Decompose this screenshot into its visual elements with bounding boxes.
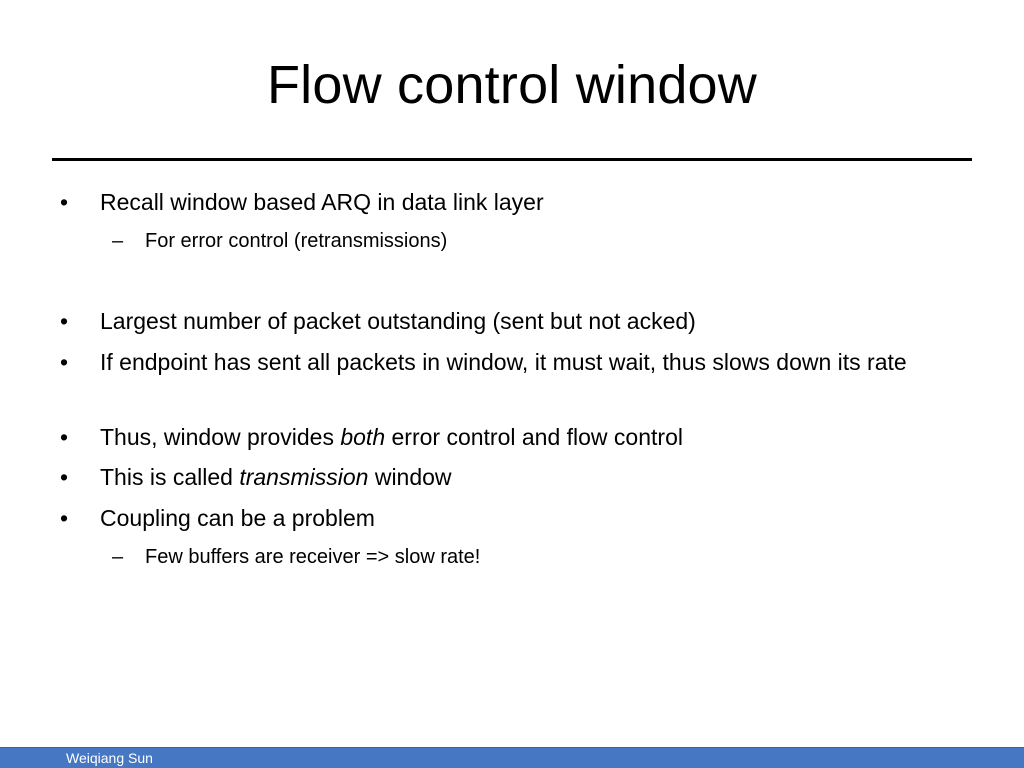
- bullet-marker: •: [60, 464, 69, 490]
- bullet-text: If endpoint has sent all packets in window, it must wait, thus slows down its rate: [100, 349, 907, 375]
- bullet-text: Coupling can be a problem: [100, 505, 375, 531]
- sub-bullet-text: Few buffers are receiver => slow rate!: [145, 546, 481, 568]
- text-after-emphasis: error control and flow control: [385, 424, 683, 450]
- text-after-emphasis: window: [368, 464, 452, 490]
- bullet-marker: •: [60, 349, 69, 375]
- sub-bullet-item: [112, 542, 952, 572]
- bullet-text: Recall window based ARQ in data link layer: [100, 189, 544, 215]
- bullet-item: [60, 461, 960, 494]
- bullet-item: [60, 305, 960, 338]
- text-before-emphasis: Thus, window provides: [100, 424, 341, 450]
- sub-bullet-item: [112, 226, 952, 256]
- emphasis-text: transmission: [239, 464, 369, 490]
- footer-bar: [0, 747, 1024, 768]
- bullet-marker: •: [60, 189, 69, 215]
- bullet-text: Largest number of packet outstanding (sent but not acked): [100, 308, 696, 334]
- sub-bullet-marker: –: [112, 230, 124, 252]
- sub-bullet-text: For error control (retransmissions): [145, 230, 448, 252]
- bullet-item: [60, 502, 960, 535]
- bullet-item: [60, 186, 960, 219]
- bullet-text: [100, 421, 960, 454]
- bullet-item: [60, 421, 960, 454]
- bullet-marker: •: [60, 505, 69, 531]
- bullet-text: [100, 461, 960, 494]
- slide-title: Flow control window: [267, 55, 757, 115]
- bullet-marker: •: [60, 424, 69, 450]
- footer-author: Weiqiang Sun: [66, 750, 153, 766]
- sub-bullet-marker: –: [112, 546, 124, 568]
- text-before-emphasis: This is called: [100, 464, 240, 490]
- bullet-marker: •: [60, 308, 69, 334]
- emphasis-text: both: [340, 424, 386, 450]
- title-rule: [52, 158, 972, 161]
- bullet-item: [60, 346, 960, 379]
